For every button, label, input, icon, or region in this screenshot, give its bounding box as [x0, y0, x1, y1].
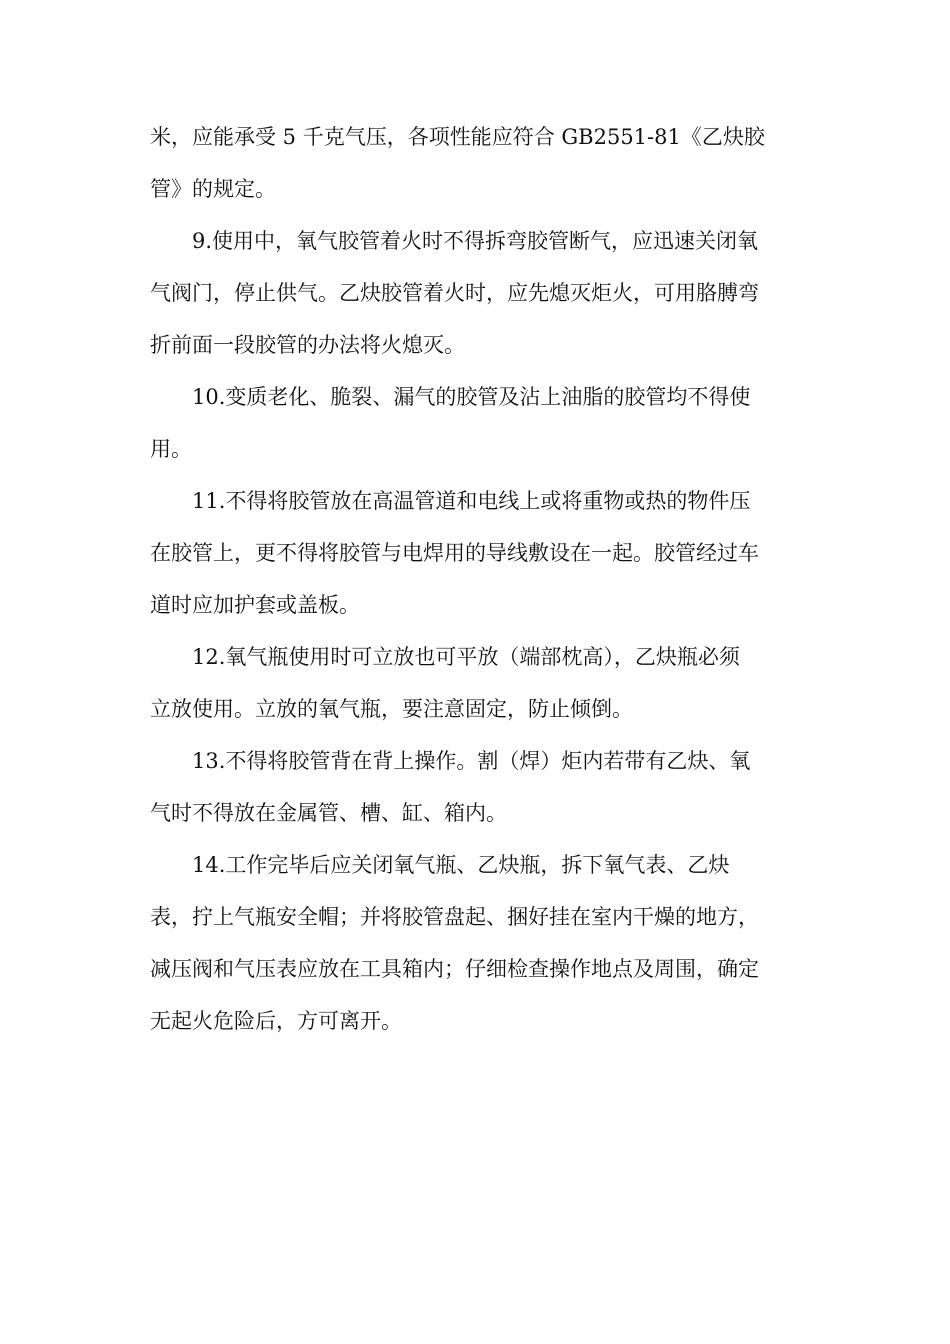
item-11-line: 11.不得将胶管放在高温管道和电线上或将重物或热的物件压 — [192, 489, 751, 513]
text-line: 气时不得放在金属管、槽、缸、箱内。 — [150, 801, 507, 825]
text-line: 无起火危险后，方可离开。 — [150, 1009, 402, 1033]
item-10-line: 10.变质老化、脆裂、漏气的胶管及沾上油脂的胶管均不得使 — [192, 385, 751, 409]
text-line: 气阀门，停止供气。乙炔胶管着火时，应先熄灭炬火，可用胳膊弯 — [150, 281, 759, 305]
text-line: 减压阀和气压表应放在工具箱内；仔细检查操作地点及周围，确定 — [150, 957, 759, 981]
text-line: 用。 — [150, 437, 192, 461]
item-12-line: 12.氧气瓶使用时可立放也可平放（端部枕高），乙炔瓶必须 — [192, 645, 740, 669]
item-14-line: 14.工作完毕后应关闭氧气瓶、乙炔瓶，拆下氧气表、乙炔 — [192, 853, 730, 877]
text-line: 折前面一段胶管的办法将火熄灭。 — [150, 333, 465, 357]
document-body — [150, 111, 800, 1047]
text-line: 立放使用。立放的氧气瓶，要注意固定，防止倾倒。 — [150, 697, 633, 721]
text-line: 米，应能承受 5 千克气压，各项性能应符合 GB2551-81《乙炔胶 — [150, 125, 765, 149]
text-line: 管》的规定。 — [150, 177, 276, 201]
item-13-line: 13.不得将胶管背在背上操作。割（焊）炬内若带有乙炔、氧 — [192, 749, 751, 773]
text-line: 在胶管上，更不得将胶管与电焊用的导线敷设在一起。胶管经过车 — [150, 541, 759, 565]
text-line: 表，拧上气瓶安全帽；并将胶管盘起、捆好挂在室内干燥的地方， — [150, 905, 759, 929]
text-line: 道时应加护套或盖板。 — [150, 593, 360, 617]
item-9-line: 9.使用中，氧气胶管着火时不得拆弯胶管断气，应迅速关闭氧 — [192, 229, 759, 253]
